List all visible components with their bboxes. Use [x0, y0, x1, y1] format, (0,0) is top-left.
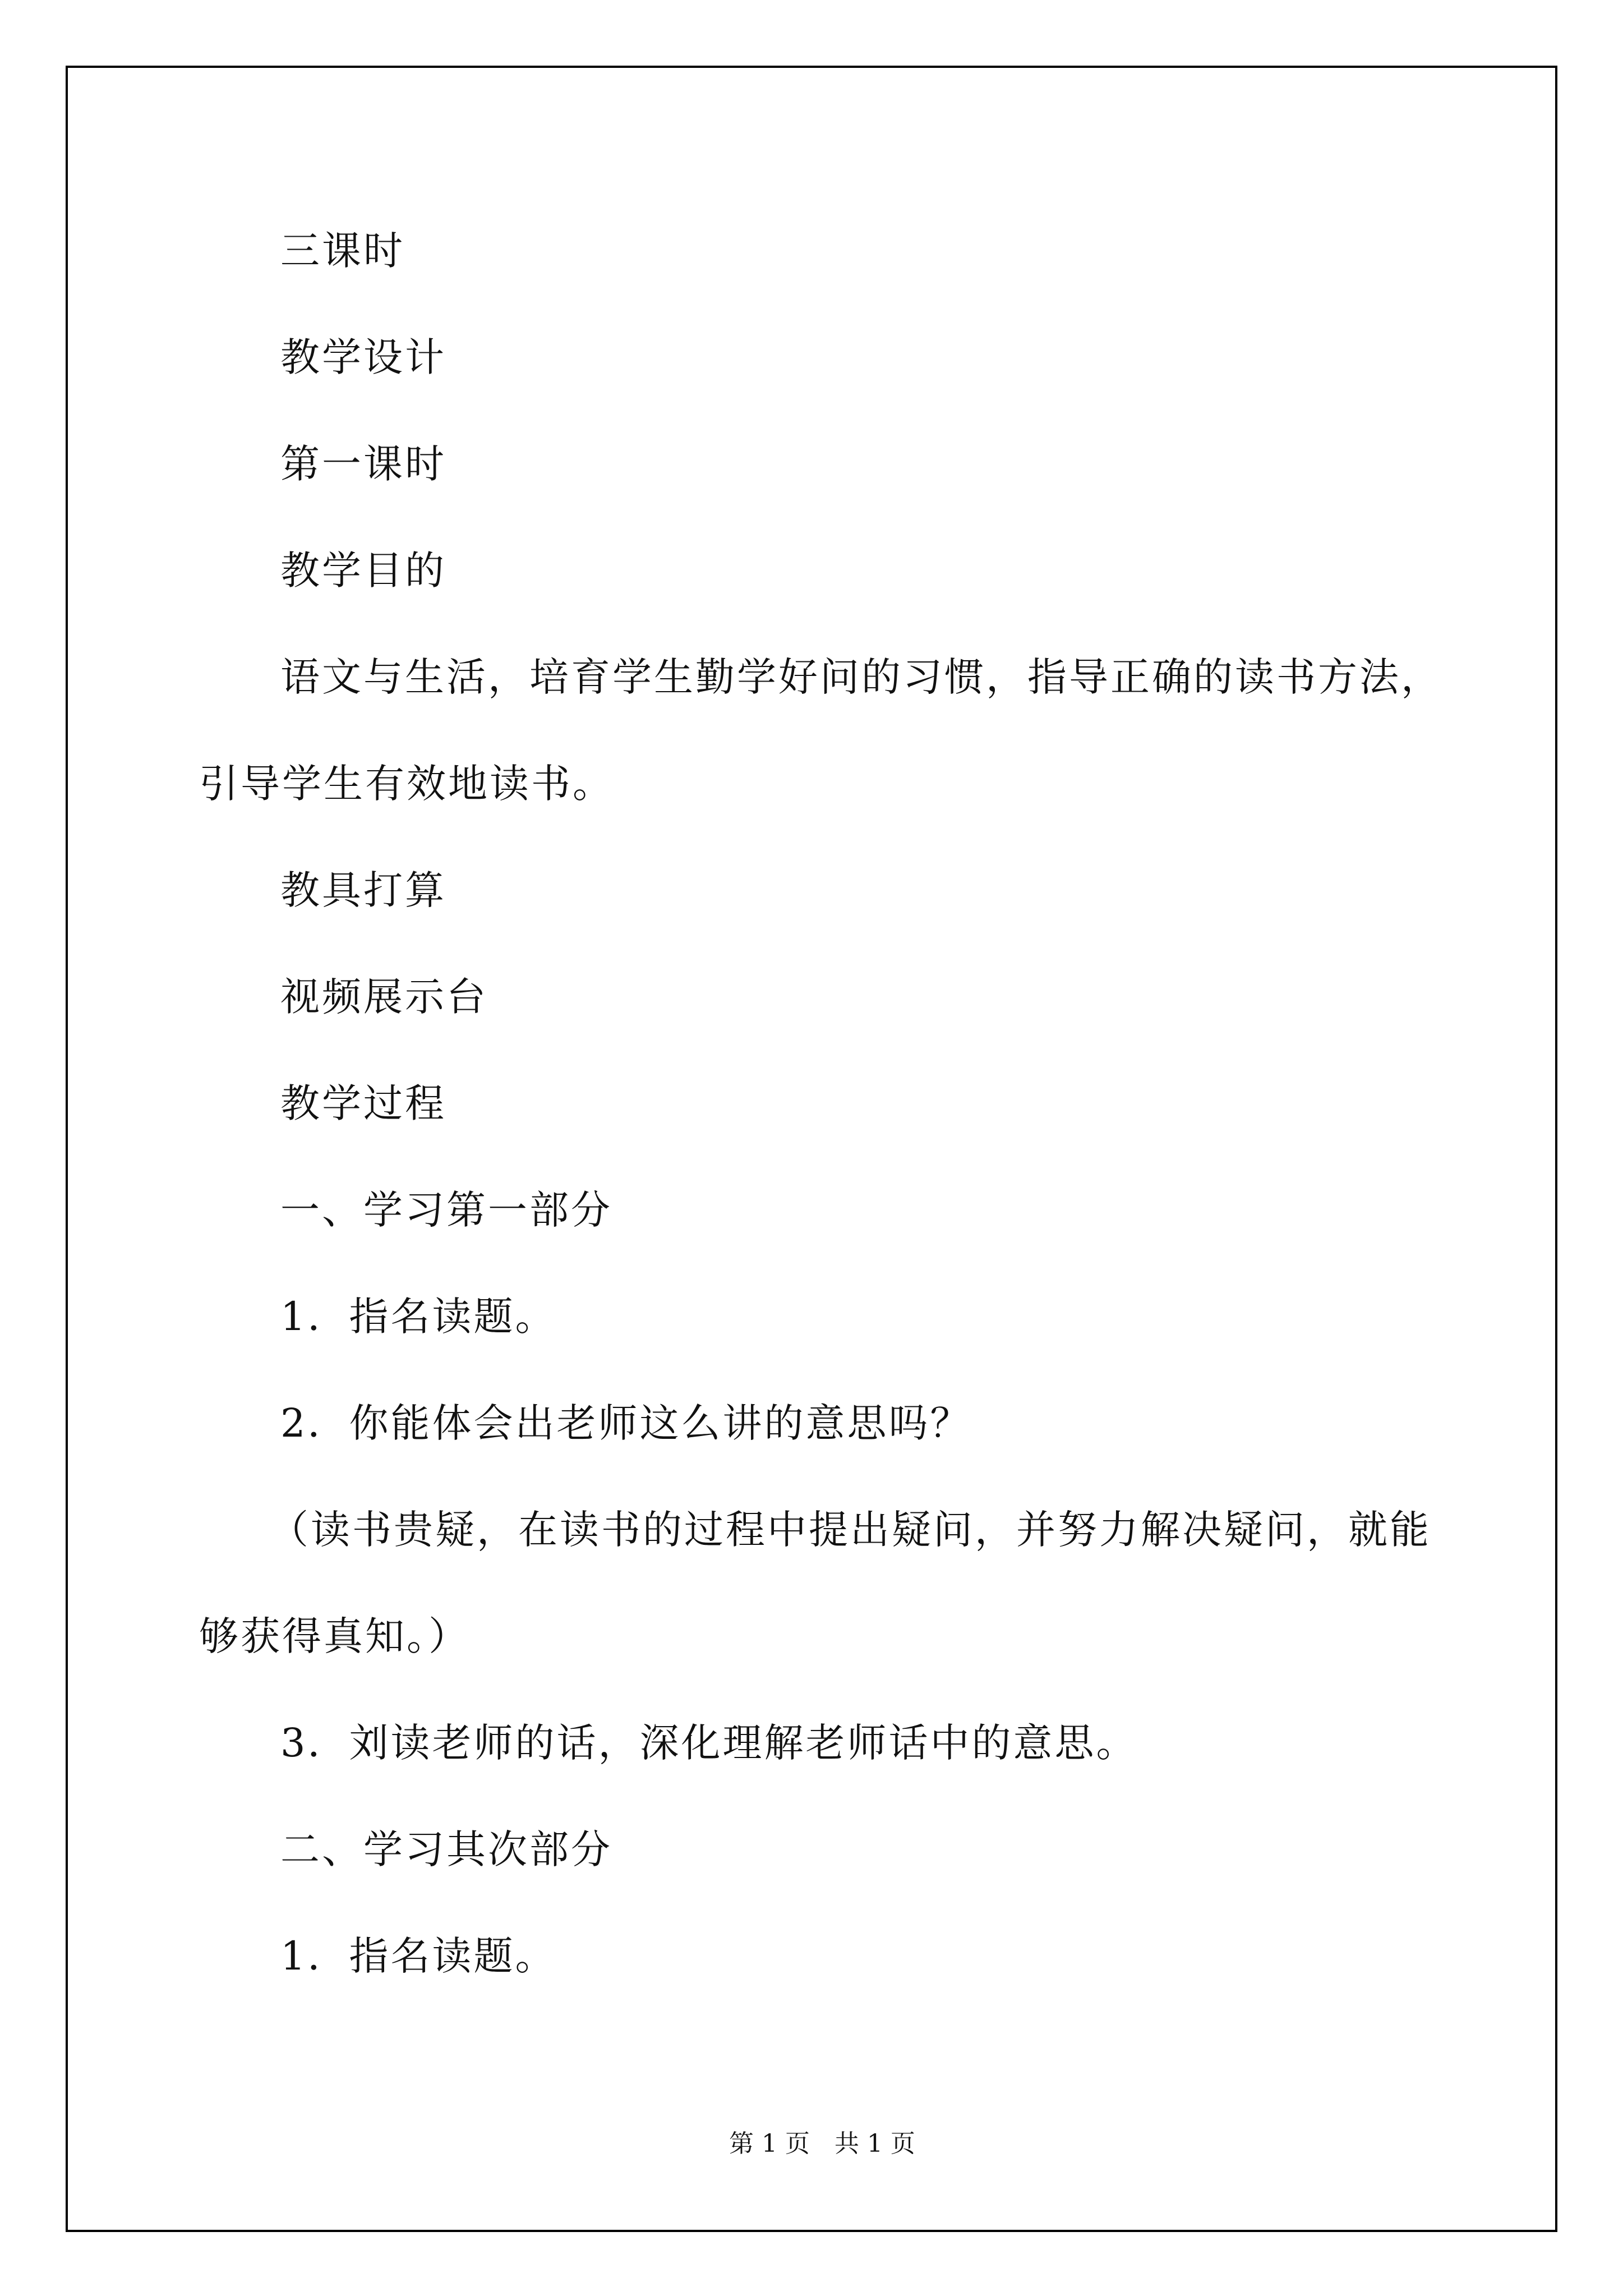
line-aids-text: 视频展示台 [280, 974, 488, 1020]
line-note-text-1: （读书贵疑，在读书的过程中提出疑问，并努力解决疑问，就能 [269, 1507, 1431, 1553]
line-heading-teaching-design: 教学设计 [280, 334, 446, 380]
line-goal-text-2: 引导学生有效地读书。 [199, 761, 614, 807]
line-note-text-2: 够获得真知。） [199, 1613, 470, 1659]
line-goal-text-1: 语文与生活，培育学生勤学好问的习惯，指导正确的读书方法， [280, 654, 1442, 700]
line-heading-teaching-goal: 教学目的 [280, 547, 446, 593]
line-heading-teaching-process: 教学过程 [280, 1080, 446, 1126]
line-heading-lesson-count: 三课时 [280, 228, 405, 274]
line-section-two: 二、学习其次部分 [280, 1826, 612, 1872]
line-step-1-2: 2．你能体会出老师这么讲的意思吗？ [280, 1400, 972, 1446]
line-step-2-1: 1．指名读题。 [280, 1933, 557, 1979]
page-number-footer: 第 1 页 共 1 页 [729, 2129, 915, 2158]
line-section-one: 一、学习第一部分 [280, 1187, 612, 1233]
line-heading-first-lesson: 第一课时 [280, 441, 446, 487]
line-step-1-3: 3．刘读老师的话，深化理解老师话中的意思。 [280, 1720, 1138, 1766]
line-step-1-1: 1．指名读题。 [280, 1294, 557, 1340]
line-heading-teaching-aids: 教具打算 [280, 867, 446, 913]
